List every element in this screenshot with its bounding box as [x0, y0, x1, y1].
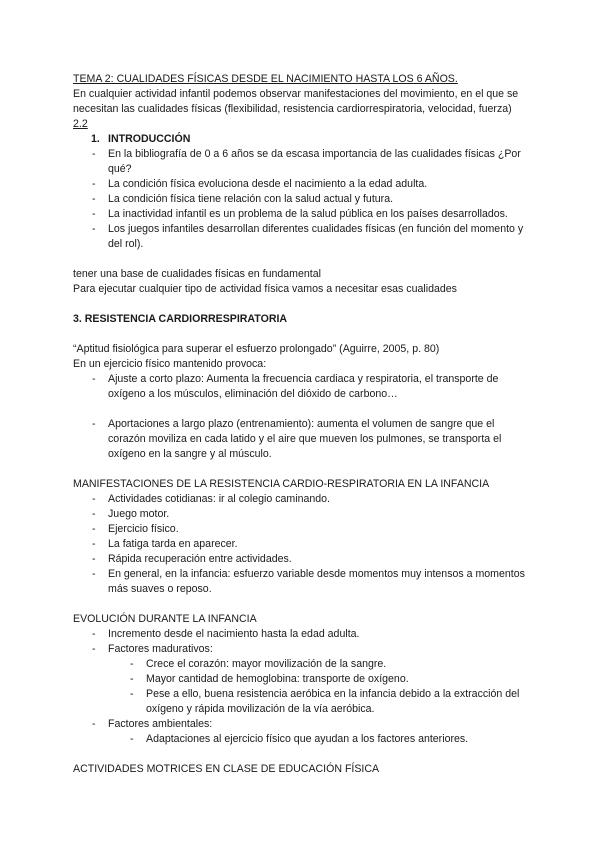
list-item: - Incremento desde el nacimiento hasta la edad adulta. — [73, 627, 533, 642]
manifestations-list — [73, 492, 533, 597]
list-item: - La condición física evoluciona desde el nacimiento a la edad adulta. — [73, 177, 533, 192]
list-item: - En la bibliografía de 0 a 6 años se da escasa importancia de las cualidades físicas ¿Por qué? — [73, 147, 533, 177]
manifestations-heading: MANIFESTACIONES DE LA RESISTENCIA CARDIO-RESPIRATORIA EN LA INFANCIA — [73, 478, 490, 490]
adaptations-list-continued — [73, 417, 533, 462]
list-item: - En general, en la infancia: esfuerzo variable desde momentos muy intensos a momentos más suaves o reposo. — [73, 567, 533, 597]
document-title: TEMA 2: CUALIDADES FÍSICAS DESDE EL NACIMIENTO HASTA LOS 6 AÑOS. — [73, 73, 458, 85]
list-item: - Crece el corazón: mayor movilización de la sangre. — [73, 657, 533, 672]
maturation-factors-list — [73, 657, 533, 717]
list-item: - Ejercicio físico. — [73, 522, 533, 537]
list-item: - Pese a ello, buena resistencia aeróbica en la infancia debido a la extracción del oxígeno y rápida movilización de la vía aeróbica. — [73, 687, 533, 717]
section-3-lead: En un ejercicio físico mantenido provoca: — [73, 358, 267, 370]
environmental-factors-list — [73, 732, 533, 747]
section-1-title: INTRODUCCIÓN — [108, 133, 191, 145]
list-item: - La condición física tiene relación con la salud actual y futura. — [73, 192, 533, 207]
section-reference: 2.2 — [73, 118, 88, 130]
document-page — [73, 72, 533, 777]
list-item: - Juego motor. — [73, 507, 533, 522]
list-item: - Rápida recuperación entre actividades. — [73, 552, 533, 567]
list-item: - Factores madurativos: — [73, 642, 533, 657]
list-item: - Adaptaciones al ejercicio físico que ayudan a los factores anteriores. — [73, 732, 533, 747]
definition-quote: “Aptitud fisiológica para superar el esfuerzo prolongado” (Aguirre, 2005, p. 80) — [73, 343, 440, 355]
section-1-number: 1. — [91, 133, 100, 145]
evolution-heading: EVOLUCIÓN DURANTE LA INFANCIA — [73, 613, 257, 625]
list-item: - Ajuste a corto plazo: Aumenta la frecuencia cardiaca y respiratoria, el transporte de oxígeno a los músculos, eliminación del dióxido de carbono… — [73, 372, 533, 402]
introduction-list — [73, 147, 533, 252]
list-item: - La fatiga tarda en aparecer. — [73, 537, 533, 552]
adaptations-list — [73, 372, 533, 402]
intro-paragraph: En cualquier actividad infantil podemos observar manifestaciones del movimiento, en el que se necesitan las cualidades físicas (flexibilidad, resistencia cardiorrespiratoria, velocidad, fuerza) — [73, 88, 519, 115]
evolution-list-continued — [73, 717, 533, 732]
activities-heading: ACTIVIDADES MOTRICES EN CLASE DE EDUCACIÓN FÍSICA — [73, 763, 380, 775]
note-line: tener una base de cualidades físicas en fundamental — [73, 268, 321, 280]
list-item: - Factores ambientales: — [73, 717, 533, 732]
section-3-heading: 3. RESISTENCIA CARDIORRESPIRATORIA — [73, 313, 288, 325]
list-item: - Los juegos infantiles desarrollan diferentes cualidades físicas (en función del momento y del rol). — [73, 222, 533, 252]
section-1-heading — [73, 132, 533, 147]
list-item: - Aportaciones a largo plazo (entrenamiento): aumenta el volumen de sangre que el corazón moviliza en cada latido y el aire que mueven los pulmones, se transporta el oxígeno en la sangre y al músculo. — [73, 417, 533, 462]
list-item: - Actividades cotidianas: ir al colegio caminando. — [73, 492, 533, 507]
note-line: Para ejecutar cualquier tipo de actividad física vamos a necesitar esas cualidades — [73, 283, 457, 295]
list-item: - La inactividad infantil es un problema de la salud pública en los países desarrollados. — [73, 207, 533, 222]
list-item: - Mayor cantidad de hemoglobina: transporte de oxígeno. — [73, 672, 533, 687]
evolution-list — [73, 627, 533, 657]
